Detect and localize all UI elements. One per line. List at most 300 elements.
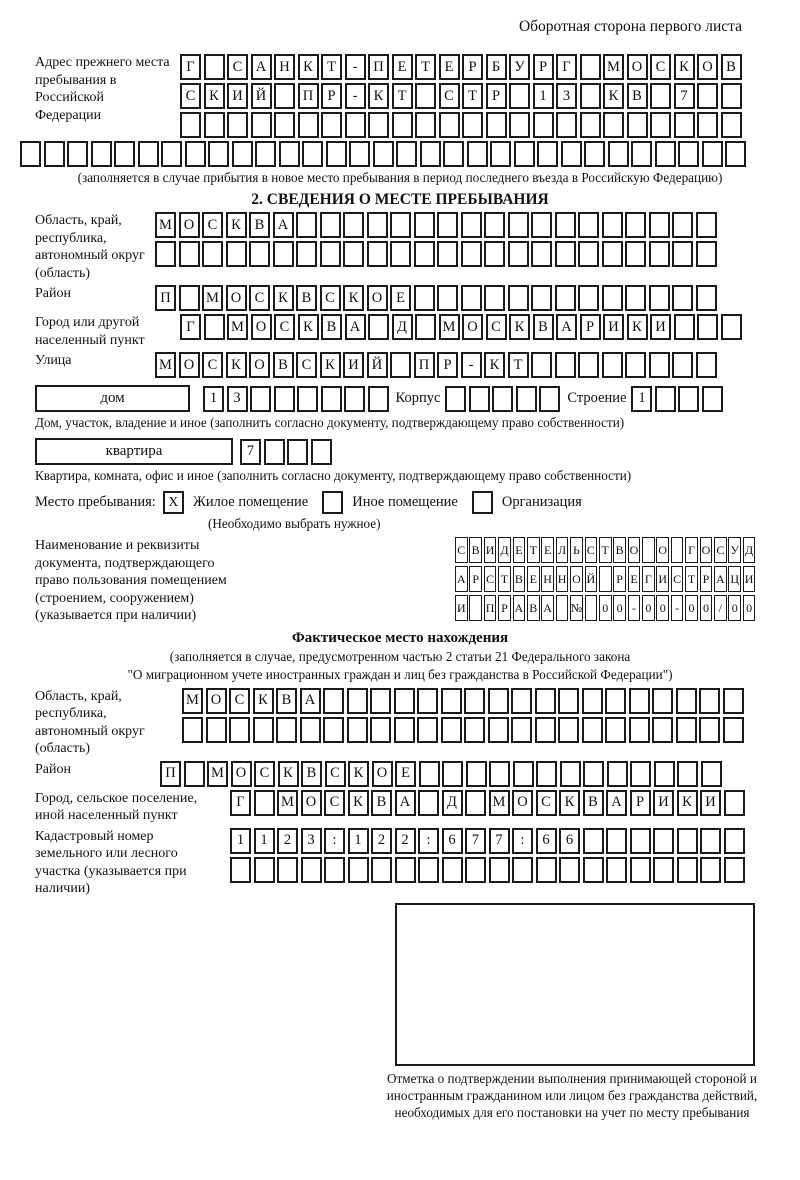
char-box[interactable]: -: [461, 352, 482, 378]
char-box[interactable]: Л: [556, 537, 569, 563]
char-box[interactable]: [347, 717, 368, 743]
char-box[interactable]: [443, 141, 464, 167]
char-box[interactable]: О: [249, 352, 270, 378]
char-box[interactable]: Т: [508, 352, 529, 378]
char-box[interactable]: [560, 761, 581, 787]
char-box[interactable]: [602, 285, 623, 311]
char-box[interactable]: И: [343, 352, 364, 378]
char-box[interactable]: А: [714, 566, 727, 592]
char-box[interactable]: 7: [674, 83, 695, 109]
char-box[interactable]: /: [714, 595, 727, 621]
char-box[interactable]: И: [743, 566, 756, 592]
char-box[interactable]: А: [541, 595, 554, 621]
char-box[interactable]: [578, 241, 599, 267]
char-box[interactable]: [415, 112, 436, 138]
char-box[interactable]: К: [226, 212, 247, 238]
char-box[interactable]: [627, 112, 648, 138]
char-box[interactable]: [229, 717, 250, 743]
char-box[interactable]: [114, 141, 135, 167]
char-box[interactable]: К: [253, 688, 274, 714]
char-box[interactable]: [368, 112, 389, 138]
char-box[interactable]: [556, 112, 577, 138]
char-box[interactable]: П: [414, 352, 435, 378]
char-box[interactable]: -: [345, 83, 366, 109]
char-box[interactable]: [511, 717, 532, 743]
char-box[interactable]: [583, 761, 604, 787]
char-box[interactable]: С: [227, 54, 248, 80]
char-box[interactable]: [296, 241, 317, 267]
char-box[interactable]: Н: [556, 566, 569, 592]
char-box[interactable]: [392, 112, 413, 138]
char-box[interactable]: [725, 141, 746, 167]
char-box[interactable]: Т: [498, 566, 511, 592]
char-box[interactable]: [465, 857, 486, 883]
char-box[interactable]: [371, 857, 392, 883]
char-box[interactable]: [321, 112, 342, 138]
char-box[interactable]: [208, 141, 229, 167]
char-box[interactable]: [602, 241, 623, 267]
char-box[interactable]: Д: [392, 314, 413, 340]
char-box[interactable]: [302, 141, 323, 167]
char-box[interactable]: С: [274, 314, 295, 340]
char-box[interactable]: Г: [180, 314, 201, 340]
char-box[interactable]: 2: [395, 828, 416, 854]
char-box[interactable]: [488, 688, 509, 714]
char-box[interactable]: [531, 285, 552, 311]
char-box[interactable]: [297, 386, 318, 412]
char-box[interactable]: [672, 212, 693, 238]
char-box[interactable]: О: [251, 314, 272, 340]
char-box[interactable]: [394, 717, 415, 743]
char-box[interactable]: [655, 141, 676, 167]
char-box[interactable]: [555, 241, 576, 267]
char-box[interactable]: А: [513, 595, 526, 621]
char-box[interactable]: [274, 112, 295, 138]
char-box[interactable]: [91, 141, 112, 167]
char-box[interactable]: [204, 112, 225, 138]
char-box[interactable]: Г: [180, 54, 201, 80]
char-box[interactable]: [180, 112, 201, 138]
char-box[interactable]: [561, 141, 582, 167]
char-box[interactable]: [508, 241, 529, 267]
char-box[interactable]: [489, 857, 510, 883]
char-box[interactable]: [348, 857, 369, 883]
char-box[interactable]: [697, 112, 718, 138]
char-box[interactable]: [344, 386, 365, 412]
char-box[interactable]: [489, 761, 510, 787]
char-box[interactable]: О: [367, 285, 388, 311]
char-box[interactable]: [155, 241, 176, 267]
char-box[interactable]: №: [570, 595, 583, 621]
char-box[interactable]: [206, 717, 227, 743]
char-box[interactable]: С: [484, 566, 497, 592]
char-box[interactable]: Р: [486, 83, 507, 109]
char-box[interactable]: [558, 717, 579, 743]
char-box[interactable]: С: [486, 314, 507, 340]
char-box[interactable]: [629, 688, 650, 714]
char-box[interactable]: В: [296, 285, 317, 311]
char-box[interactable]: -: [345, 54, 366, 80]
char-box[interactable]: М: [182, 688, 203, 714]
char-box[interactable]: Е: [628, 566, 641, 592]
char-box[interactable]: [418, 790, 439, 816]
char-box[interactable]: [696, 352, 717, 378]
char-box[interactable]: О: [697, 54, 718, 80]
char-box[interactable]: Р: [462, 54, 483, 80]
char-box[interactable]: [672, 285, 693, 311]
char-box[interactable]: [417, 717, 438, 743]
char-box[interactable]: 0: [642, 595, 655, 621]
char-box[interactable]: [625, 241, 646, 267]
char-box[interactable]: Т: [415, 54, 436, 80]
char-box[interactable]: [696, 241, 717, 267]
char-box[interactable]: О: [301, 790, 322, 816]
char-box[interactable]: И: [227, 83, 248, 109]
char-box[interactable]: [555, 285, 576, 311]
char-box[interactable]: О: [512, 790, 533, 816]
char-box[interactable]: А: [345, 314, 366, 340]
char-box[interactable]: [418, 857, 439, 883]
char-box[interactable]: [465, 790, 486, 816]
char-box[interactable]: [674, 112, 695, 138]
char-box[interactable]: С: [455, 537, 468, 563]
char-box[interactable]: [721, 83, 742, 109]
char-box[interactable]: [655, 386, 676, 412]
char-box[interactable]: Т: [321, 54, 342, 80]
char-box[interactable]: [535, 717, 556, 743]
char-box[interactable]: О: [179, 352, 200, 378]
char-box[interactable]: [697, 83, 718, 109]
char-box[interactable]: Р: [437, 352, 458, 378]
char-box[interactable]: [702, 141, 723, 167]
char-box[interactable]: К: [348, 761, 369, 787]
char-box[interactable]: [531, 241, 552, 267]
char-box[interactable]: [653, 828, 674, 854]
char-box[interactable]: [536, 857, 557, 883]
char-box[interactable]: М: [227, 314, 248, 340]
char-box[interactable]: В: [613, 537, 626, 563]
char-box[interactable]: Н: [274, 54, 295, 80]
char-box[interactable]: [467, 141, 488, 167]
char-box[interactable]: [368, 314, 389, 340]
char-box[interactable]: [442, 761, 463, 787]
char-box[interactable]: О: [372, 761, 393, 787]
char-box[interactable]: [531, 212, 552, 238]
char-box[interactable]: О: [570, 566, 583, 592]
char-box[interactable]: [345, 112, 366, 138]
char-box[interactable]: [649, 212, 670, 238]
char-box[interactable]: [368, 386, 389, 412]
char-box[interactable]: [484, 241, 505, 267]
char-box[interactable]: К: [509, 314, 530, 340]
char-box[interactable]: А: [606, 790, 627, 816]
char-box[interactable]: И: [650, 314, 671, 340]
char-box[interactable]: [254, 790, 275, 816]
char-box[interactable]: С: [202, 352, 223, 378]
char-box[interactable]: [599, 566, 612, 592]
char-box[interactable]: [20, 141, 41, 167]
char-box[interactable]: [394, 688, 415, 714]
char-box[interactable]: К: [298, 314, 319, 340]
char-box[interactable]: И: [603, 314, 624, 340]
char-box[interactable]: М: [489, 790, 510, 816]
char-box[interactable]: [226, 241, 247, 267]
char-box[interactable]: К: [298, 54, 319, 80]
char-box[interactable]: [437, 241, 458, 267]
char-box[interactable]: П: [160, 761, 181, 787]
char-box[interactable]: 7: [465, 828, 486, 854]
char-box[interactable]: [367, 241, 388, 267]
house-field[interactable]: дом: [35, 385, 190, 412]
char-box[interactable]: 1: [348, 828, 369, 854]
char-box[interactable]: [535, 688, 556, 714]
char-box[interactable]: [138, 141, 159, 167]
char-box[interactable]: Р: [630, 790, 651, 816]
char-box[interactable]: [531, 352, 552, 378]
char-box[interactable]: [533, 112, 554, 138]
char-box[interactable]: [249, 241, 270, 267]
char-box[interactable]: [642, 537, 655, 563]
char-box[interactable]: [326, 141, 347, 167]
char-box[interactable]: О: [656, 537, 669, 563]
char-box[interactable]: В: [321, 314, 342, 340]
char-box[interactable]: С: [671, 566, 684, 592]
char-box[interactable]: [511, 688, 532, 714]
char-box[interactable]: А: [395, 790, 416, 816]
char-box[interactable]: А: [300, 688, 321, 714]
char-box[interactable]: [274, 83, 295, 109]
char-box[interactable]: [488, 717, 509, 743]
char-box[interactable]: [649, 285, 670, 311]
char-box[interactable]: И: [656, 566, 669, 592]
char-box[interactable]: К: [320, 352, 341, 378]
char-box[interactable]: Г: [685, 537, 698, 563]
char-box[interactable]: О: [226, 285, 247, 311]
char-box[interactable]: [396, 141, 417, 167]
char-box[interactable]: 1: [631, 386, 652, 412]
char-box[interactable]: [254, 857, 275, 883]
char-box[interactable]: И: [484, 537, 497, 563]
char-box[interactable]: К: [677, 790, 698, 816]
char-box[interactable]: [602, 212, 623, 238]
char-box[interactable]: [696, 212, 717, 238]
char-box[interactable]: К: [204, 83, 225, 109]
char-box[interactable]: -: [671, 595, 684, 621]
char-box[interactable]: [677, 828, 698, 854]
residential-checkbox[interactable]: X: [163, 491, 184, 514]
char-box[interactable]: 1: [254, 828, 275, 854]
char-box[interactable]: [296, 212, 317, 238]
char-box[interactable]: Т: [599, 537, 612, 563]
char-box[interactable]: [492, 386, 513, 412]
char-box[interactable]: [437, 285, 458, 311]
char-box[interactable]: С: [320, 285, 341, 311]
char-box[interactable]: Г: [556, 54, 577, 80]
char-box[interactable]: 6: [442, 828, 463, 854]
char-box[interactable]: С: [325, 761, 346, 787]
char-box[interactable]: Д: [498, 537, 511, 563]
char-box[interactable]: [395, 857, 416, 883]
char-box[interactable]: К: [278, 761, 299, 787]
char-box[interactable]: К: [627, 314, 648, 340]
char-box[interactable]: [672, 241, 693, 267]
char-box[interactable]: О: [231, 761, 252, 787]
char-box[interactable]: К: [273, 285, 294, 311]
char-box[interactable]: В: [301, 761, 322, 787]
char-box[interactable]: М: [277, 790, 298, 816]
char-box[interactable]: [630, 761, 651, 787]
char-box[interactable]: [558, 688, 579, 714]
char-box[interactable]: Е: [513, 537, 526, 563]
char-box[interactable]: Г: [230, 790, 251, 816]
char-box[interactable]: 6: [536, 828, 557, 854]
char-box[interactable]: [437, 212, 458, 238]
char-box[interactable]: [182, 717, 203, 743]
char-box[interactable]: [723, 717, 744, 743]
char-box[interactable]: [484, 285, 505, 311]
char-box[interactable]: [578, 212, 599, 238]
char-box[interactable]: [390, 241, 411, 267]
char-box[interactable]: [44, 141, 65, 167]
char-box[interactable]: В: [721, 54, 742, 80]
char-box[interactable]: [539, 386, 560, 412]
char-box[interactable]: [390, 212, 411, 238]
char-box[interactable]: [700, 828, 721, 854]
char-box[interactable]: Е: [541, 537, 554, 563]
char-box[interactable]: 0: [656, 595, 669, 621]
char-box[interactable]: К: [484, 352, 505, 378]
char-box[interactable]: В: [583, 790, 604, 816]
char-box[interactable]: О: [628, 537, 641, 563]
organization-checkbox[interactable]: [472, 491, 493, 514]
char-box[interactable]: [585, 595, 598, 621]
char-box[interactable]: К: [348, 790, 369, 816]
char-box[interactable]: Т: [685, 566, 698, 592]
char-box[interactable]: О: [462, 314, 483, 340]
char-box[interactable]: [676, 688, 697, 714]
char-box[interactable]: [320, 212, 341, 238]
char-box[interactable]: С: [229, 688, 250, 714]
char-box[interactable]: [559, 857, 580, 883]
char-box[interactable]: [442, 857, 463, 883]
char-box[interactable]: [625, 212, 646, 238]
char-box[interactable]: П: [368, 54, 389, 80]
char-box[interactable]: [276, 717, 297, 743]
char-box[interactable]: И: [700, 790, 721, 816]
char-box[interactable]: [696, 285, 717, 311]
char-box[interactable]: :: [324, 828, 345, 854]
char-box[interactable]: [343, 212, 364, 238]
char-box[interactable]: И: [455, 595, 468, 621]
char-box[interactable]: Е: [439, 54, 460, 80]
char-box[interactable]: К: [674, 54, 695, 80]
char-box[interactable]: -: [628, 595, 641, 621]
char-box[interactable]: О: [206, 688, 227, 714]
char-box[interactable]: [513, 761, 534, 787]
char-box[interactable]: [582, 717, 603, 743]
char-box[interactable]: [420, 141, 441, 167]
char-box[interactable]: [580, 54, 601, 80]
char-box[interactable]: [723, 688, 744, 714]
char-box[interactable]: А: [556, 314, 577, 340]
char-box[interactable]: [414, 212, 435, 238]
char-box[interactable]: [724, 857, 745, 883]
char-box[interactable]: [255, 141, 276, 167]
char-box[interactable]: [250, 386, 271, 412]
char-box[interactable]: С: [249, 285, 270, 311]
char-box[interactable]: [700, 857, 721, 883]
char-box[interactable]: В: [371, 790, 392, 816]
char-box[interactable]: [484, 212, 505, 238]
char-box[interactable]: [461, 285, 482, 311]
char-box[interactable]: [631, 141, 652, 167]
char-box[interactable]: [347, 688, 368, 714]
char-box[interactable]: У: [728, 537, 741, 563]
char-box[interactable]: М: [202, 285, 223, 311]
char-box[interactable]: [578, 352, 599, 378]
char-box[interactable]: [367, 212, 388, 238]
char-box[interactable]: [439, 112, 460, 138]
char-box[interactable]: [583, 857, 604, 883]
char-box[interactable]: [650, 112, 671, 138]
char-box[interactable]: Т: [527, 537, 540, 563]
char-box[interactable]: [343, 241, 364, 267]
char-box[interactable]: [699, 688, 720, 714]
char-box[interactable]: [324, 857, 345, 883]
char-box[interactable]: В: [627, 83, 648, 109]
char-box[interactable]: [625, 352, 646, 378]
char-box[interactable]: [441, 688, 462, 714]
char-box[interactable]: 2: [371, 828, 392, 854]
char-box[interactable]: [676, 717, 697, 743]
char-box[interactable]: М: [155, 352, 176, 378]
char-box[interactable]: К: [603, 83, 624, 109]
char-box[interactable]: 1: [533, 83, 554, 109]
char-box[interactable]: Ь: [570, 537, 583, 563]
char-box[interactable]: [724, 828, 745, 854]
char-box[interactable]: Р: [469, 566, 482, 592]
char-box[interactable]: [702, 386, 723, 412]
char-box[interactable]: [508, 285, 529, 311]
char-box[interactable]: [253, 717, 274, 743]
char-box[interactable]: 0: [613, 595, 626, 621]
char-box[interactable]: Р: [533, 54, 554, 80]
char-box[interactable]: Т: [392, 83, 413, 109]
char-box[interactable]: С: [650, 54, 671, 80]
char-box[interactable]: [184, 761, 205, 787]
char-box[interactable]: О: [700, 537, 713, 563]
char-box[interactable]: А: [251, 54, 272, 80]
char-box[interactable]: [724, 790, 745, 816]
char-box[interactable]: 7: [240, 439, 261, 465]
char-box[interactable]: [300, 717, 321, 743]
char-box[interactable]: [414, 241, 435, 267]
char-box[interactable]: О: [627, 54, 648, 80]
char-box[interactable]: [298, 112, 319, 138]
char-box[interactable]: [311, 439, 332, 465]
char-box[interactable]: [227, 112, 248, 138]
char-box[interactable]: [179, 241, 200, 267]
char-box[interactable]: [204, 314, 225, 340]
char-box[interactable]: [671, 537, 684, 563]
char-box[interactable]: [606, 828, 627, 854]
char-box[interactable]: С: [714, 537, 727, 563]
char-box[interactable]: [555, 212, 576, 238]
char-box[interactable]: К: [559, 790, 580, 816]
char-box[interactable]: [415, 83, 436, 109]
char-box[interactable]: [701, 761, 722, 787]
char-box[interactable]: 0: [743, 595, 756, 621]
